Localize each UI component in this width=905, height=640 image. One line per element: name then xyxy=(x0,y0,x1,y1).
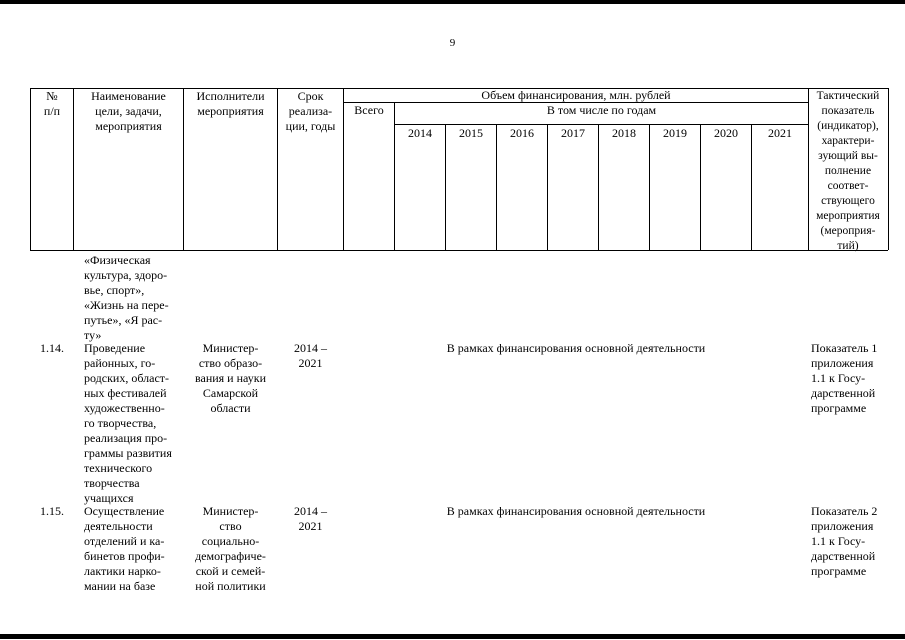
col-border-2017 xyxy=(547,124,548,250)
row-indicator: Показатель 1 приложения 1.1 к Госу- дарственной программе xyxy=(811,341,878,415)
header-total: Всего xyxy=(354,103,384,117)
header-year-2020: 2020 xyxy=(714,126,738,140)
bottom-border xyxy=(0,634,905,639)
header-year-2017: 2017 xyxy=(561,126,585,140)
row-indicator: Показатель 2 приложения 1.1 к Госу- дарственной программе xyxy=(811,504,878,578)
row-funding: В рамках финансирования основной деятельности xyxy=(446,341,706,355)
header-year-2019: 2019 xyxy=(663,126,687,140)
row-executor: Министер- ство образо- вания и науки Самарской области xyxy=(194,341,266,415)
header-bottom-rule xyxy=(30,250,888,251)
row-funding: В рамках финансирования основной деятельности xyxy=(446,504,706,518)
col-border-2018 xyxy=(598,124,599,250)
col-border-right xyxy=(888,88,889,250)
years-row-top-rule xyxy=(394,124,808,125)
header-year-2021: 2021 xyxy=(768,126,792,140)
col-border-2021 xyxy=(751,124,752,250)
page-number: 9 xyxy=(449,37,456,49)
col-border-2019 xyxy=(649,124,650,250)
row-name: Осуществление деятельности отделений и ка- бинетов профи- лактики нарко- мании на базе xyxy=(84,504,165,593)
header-year-2018: 2018 xyxy=(612,126,636,140)
header-name: Наименование цели, задачи, мероприятия xyxy=(91,89,166,133)
row-executor: Министер- ство социально- демографиче- ской и семей- ной политики xyxy=(195,504,266,593)
header-by-years: В том числе по годам xyxy=(546,103,657,117)
col-border-total xyxy=(394,102,395,250)
continuation-text: «Физическая культура, здоро- вье, спорт», «Жизнь на пере- путье», «Я рас- ту» xyxy=(84,253,169,342)
row-name: Проведение районных, го- родских, област- ных фестивалей художественно- го творчества, реализация про- граммы развития технического творчества учащихся xyxy=(84,341,172,505)
col-border-2020 xyxy=(700,124,701,250)
col-border-2015 xyxy=(445,124,446,250)
header-funding: Объем финансирования, млн. рублей xyxy=(481,88,671,102)
header-number: № п/п xyxy=(43,89,61,118)
row-number: 1.14. xyxy=(40,341,64,355)
row-term: 2014 – 2021 xyxy=(294,341,327,370)
header-executors: Исполнители мероприятия xyxy=(196,89,265,118)
top-border xyxy=(0,0,905,4)
row-term: 2014 – 2021 xyxy=(294,504,327,533)
row-number: 1.15. xyxy=(40,504,64,518)
header-year-2014: 2014 xyxy=(408,126,432,140)
header-year-2015: 2015 xyxy=(459,126,483,140)
header-term: Срок реализа- ции, годы xyxy=(285,89,336,133)
col-border-2016 xyxy=(496,124,497,250)
header-year-2016: 2016 xyxy=(510,126,534,140)
header-indicator: Тактический показатель (индикатор), характери- зующий вы- полнение соответ- ствующего мероприятия (мероприя- тий) xyxy=(816,90,880,252)
